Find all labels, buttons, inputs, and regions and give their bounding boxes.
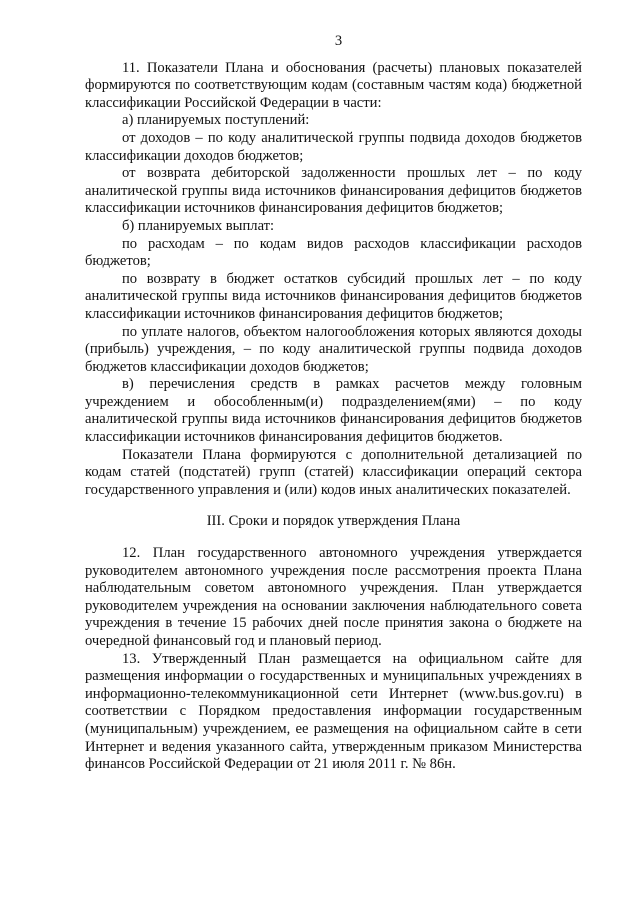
paragraph-from-income: от доходов – по коду аналитической группы подвида доходов бюджетов классификации доходов бюджетов; [85, 129, 582, 164]
paragraph-11: 11. Показатели Плана и обоснования (расчеты) плановых показателей формируются по соответствующим кодам (составным частям кода) бюджетной классификации Российской Федерации в части: [85, 59, 582, 111]
paragraph-subsidy-return: по возврату в бюджет остатков субсидий прошлых лет – по коду аналитической группы вида источников финансирования дефицитов бюджетов классификации источников финансирования дефицитов бюджетов; [85, 270, 582, 322]
paragraph-expenses: по расходам – по кодам видов расходов классификации расходов бюджетов; [85, 235, 582, 270]
paragraph-13: 13. Утвержденный План размещается на официальном сайте для размещения информации о государственных и муниципальных учреждениях в информационно-телекоммуникационной сети Интернет (www.bus.gov.ru) в соответствии с Порядком предоставления информации государственным (муниципальным) учреждением, ее размещения на официальном сайте в сети Интернет и ведения указанного сайта, утвержденным приказом Министерства финансов Российской Федерации от 21 июля 2011 г. № 86н. [85, 650, 582, 773]
paragraph-12: 12. План государственного автономного учреждения утверждается руководителем автономного учреждения после рассмотрения проекта Плана наблюдательным советом автономного учреждения. План утверждается руководителем учреждения на основании заключения наблюдательного совета учреждения в течение 15 рабочих дней после принятия закона о бюджете на очередной финансовый год и плановый период. [85, 545, 582, 649]
section-title: III. Сроки и порядок утверждения Плана [206, 513, 461, 530]
paragraph-transfers: в) перечисления средств в рамках расчетов между головным учреждением и обособленным(и) подразделением(ями) – по коду аналитической группы вида источников финансирования дефицитов бюджетов классификации источников финансирования дефицитов бюджетов. [85, 376, 582, 446]
page-number: 3 [334, 33, 343, 49]
paragraph-planned-receipts: а) планируемых поступлений: [122, 112, 310, 129]
paragraph-taxes: по уплате налогов, объектом налогообложения которых являются доходы (прибыль) учреждения, – по коду аналитической группы подвида доходов бюджетов классификации доходов бюджетов; [85, 323, 582, 375]
paragraph-detailing: Показатели Плана формируются с дополнительной детализацией по кодам статей (подстатей) групп (статей) классификации операций сектора государственного управления и (или) кодов иных аналитических показателей. [85, 446, 582, 498]
paragraph-receivables-return: от возврата дебиторской задолженности прошлых лет – по коду аналитической группы вида источников финансирования дефицитов бюджетов классификации источников финансирования дефицитов бюджетов; [85, 165, 582, 217]
paragraph-planned-payments: б) планируемых выплат: [122, 217, 275, 234]
